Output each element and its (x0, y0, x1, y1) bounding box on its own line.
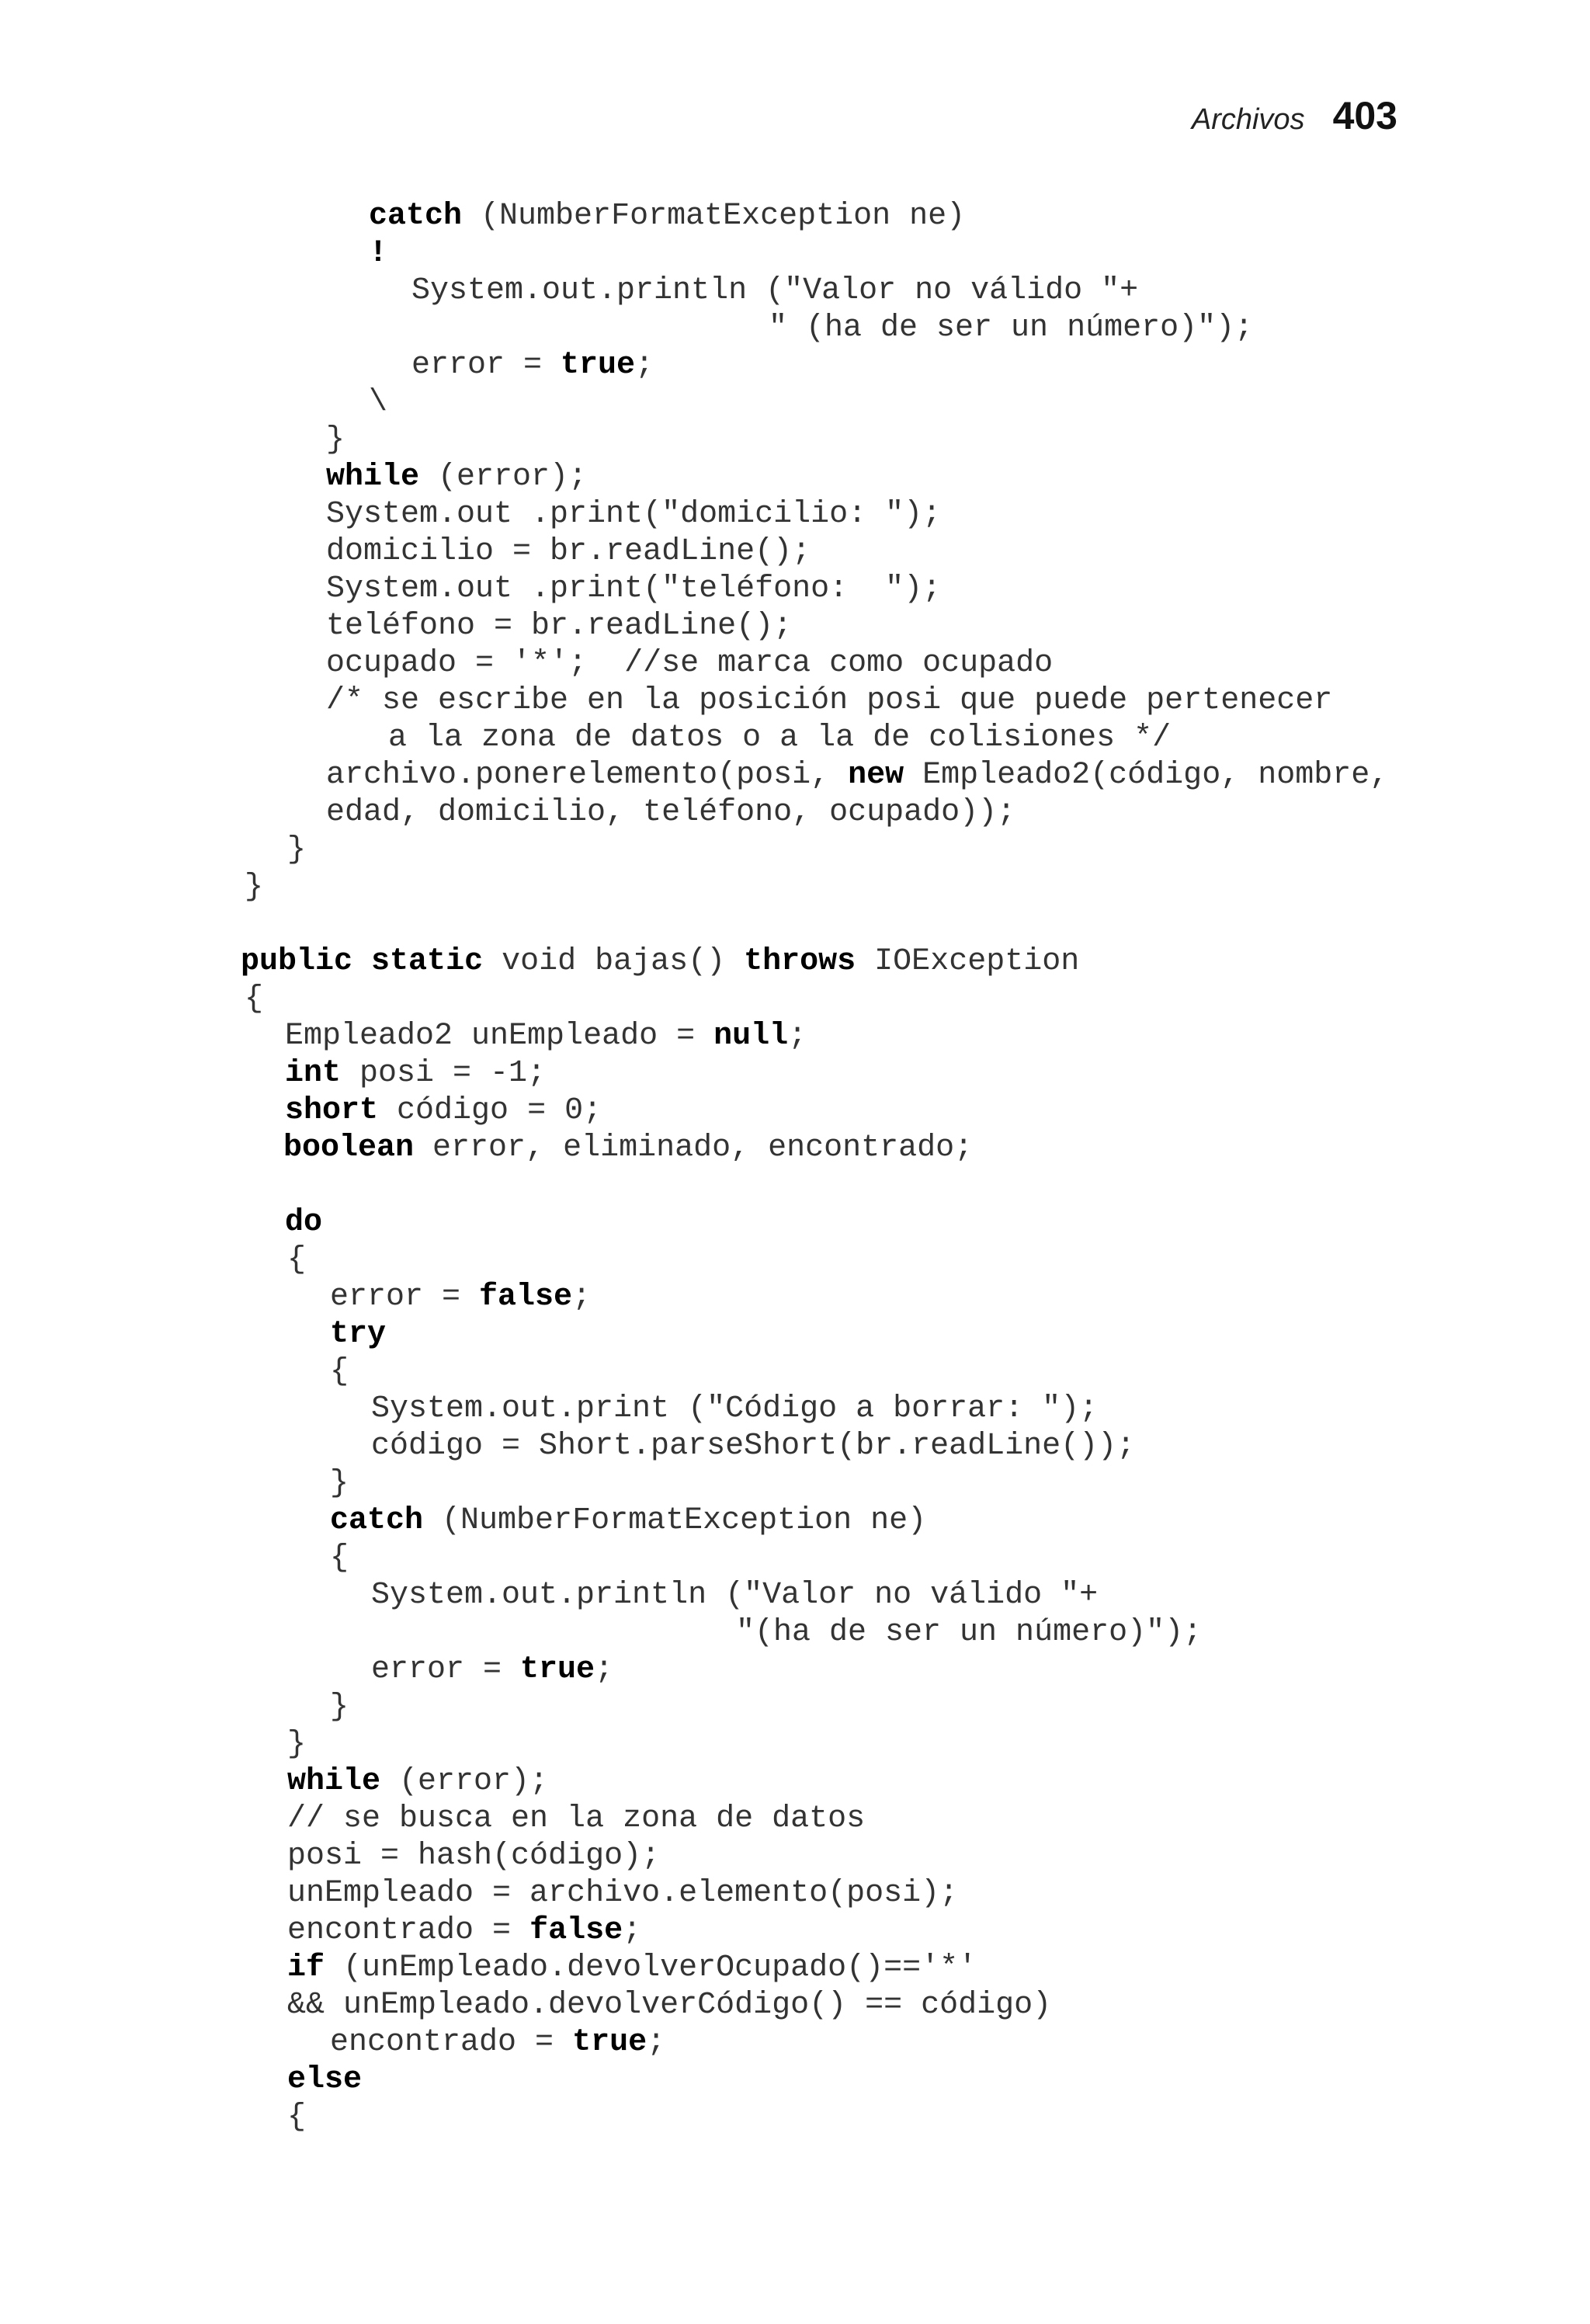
code-line (0, 1540, 1590, 1577)
code-line (0, 1875, 1590, 1912)
code-listing (0, 198, 1590, 2136)
code-text: ; (635, 348, 654, 383)
code-line (0, 1763, 1590, 1801)
code-keyword: if (287, 1951, 325, 1985)
code-line (0, 1391, 1590, 1428)
code-line (0, 906, 1590, 943)
code-line (0, 1614, 1590, 1652)
code-text: posi = hash(código); (287, 1839, 661, 1874)
code-line (0, 608, 1590, 645)
code-line (0, 1316, 1590, 1353)
code-line (0, 422, 1590, 459)
code-text: teléfono = br.readLine(); (326, 609, 793, 644)
code-line (0, 496, 1590, 533)
code-text: } (330, 1466, 349, 1501)
running-head-section: Archivos (1191, 103, 1305, 136)
code-line (0, 1428, 1590, 1465)
code-line (0, 1652, 1590, 1689)
code-keyword: catch (330, 1503, 424, 1538)
code-text (352, 944, 371, 979)
code-line (0, 683, 1590, 720)
code-text: { (245, 981, 264, 1016)
code-text: System.out.print ("Código a borrar: "); (371, 1391, 1099, 1426)
code-keyword: true (561, 348, 636, 383)
code-keyword: true (520, 1652, 595, 1687)
code-line (0, 1018, 1590, 1055)
code-line (0, 757, 1590, 794)
code-text: error = (371, 1652, 521, 1687)
code-text: Empleado2 unEmpleado = (285, 1019, 714, 1054)
code-line (0, 1242, 1590, 1279)
code-line (0, 1838, 1590, 1875)
code-keyword: null (713, 1019, 789, 1054)
code-text: encontrado = (287, 1913, 530, 1948)
code-text: { (287, 2100, 307, 2135)
code-keyword: false (529, 1913, 623, 1948)
code-line (0, 2024, 1590, 2062)
code-text: error = (330, 1280, 480, 1315)
code-line (0, 235, 1590, 273)
code-line (0, 832, 1590, 869)
code-line (0, 794, 1590, 832)
code-keyword: int (285, 1056, 342, 1091)
code-line (0, 1465, 1590, 1502)
code-text: } (326, 422, 345, 457)
code-keyword: new (848, 758, 904, 793)
code-text: encontrado = (330, 2025, 573, 2060)
code-line (0, 1167, 1590, 1204)
code-text: { (330, 1541, 349, 1575)
code-keyword: throws (744, 944, 856, 979)
code-line (0, 347, 1590, 384)
code-text: archivo.ponerelemento(posi, (326, 758, 849, 793)
code-keyword: catch (369, 199, 463, 234)
page-header (1192, 93, 1397, 138)
code-line (0, 1204, 1590, 1242)
code-keyword: else (287, 2062, 363, 2097)
code-text: " (ha de ser un número)"); (769, 311, 1254, 346)
code-text: domicilio = br.readLine(); (326, 534, 811, 569)
code-text: && unEmpleado.devolverCódigo() == código) (287, 1988, 1052, 2023)
code-text: ; (788, 1019, 807, 1054)
code-text: unEmpleado = archivo.elemento(posi); (287, 1876, 959, 1911)
code-line (0, 2099, 1590, 2136)
code-line (0, 198, 1590, 235)
code-text: } (245, 870, 264, 905)
code-keyword: static (371, 944, 484, 979)
code-line (0, 943, 1590, 981)
code-text: posi = -1; (341, 1056, 547, 1091)
code-text: System.out .print("teléfono: "); (326, 571, 942, 606)
code-text: (error); (380, 1764, 549, 1799)
code-text: error, eliminado, encontrado; (414, 1131, 974, 1165)
code-text: System.out.println ("Valor no válido "+ (411, 273, 1139, 308)
code-text: a la zona de datos o a la de colisiones */ (388, 721, 1172, 756)
code-line (0, 533, 1590, 571)
code-text: Empleado2(código, nombre, (904, 758, 1389, 793)
code-keyword: while (287, 1764, 381, 1799)
code-text: (error); (419, 460, 588, 495)
code-line (0, 1093, 1590, 1130)
code-text: System.out .print("domicilio: "); (326, 497, 942, 532)
code-text: } (330, 1690, 349, 1725)
code-text: (unEmpleado.devolverOcupado()=='*' (325, 1951, 977, 1985)
code-text: edad, domicilio, teléfono, ocupado)); (326, 795, 1016, 830)
code-line (0, 310, 1590, 347)
code-text: (NumberFormatException ne) (462, 199, 966, 234)
code-line (0, 1726, 1590, 1763)
code-text: } (287, 1727, 307, 1762)
code-line (0, 1577, 1590, 1614)
code-text: } (287, 832, 307, 867)
code-text: (NumberFormatException ne) (423, 1503, 927, 1538)
code-text: { (330, 1354, 349, 1389)
code-keyword: while (326, 460, 420, 495)
code-text: ; (595, 1652, 614, 1687)
code-text: // se busca en la zona de datos (287, 1801, 866, 1836)
code-line (0, 384, 1590, 422)
code-text: error = (411, 348, 561, 383)
code-keyword: boolean (283, 1131, 415, 1165)
code-keyword: public (241, 944, 353, 979)
code-line (0, 1689, 1590, 1726)
code-text: ; (647, 2025, 666, 2060)
code-line (0, 459, 1590, 496)
code-line (0, 2062, 1590, 2099)
code-line (0, 571, 1590, 608)
code-keyword: ! (369, 236, 388, 271)
code-line (0, 1130, 1590, 1167)
code-line (0, 1502, 1590, 1540)
code-keyword: short (285, 1093, 379, 1128)
code-line (0, 1912, 1590, 1950)
code-line (0, 645, 1590, 683)
code-text: { (287, 1242, 307, 1277)
code-text: ; (623, 1913, 642, 1948)
code-text: IOException (856, 944, 1080, 979)
code-keyword: false (479, 1280, 573, 1315)
code-keyword: do (285, 1205, 323, 1240)
code-text: \ (369, 385, 388, 420)
code-line (0, 1055, 1590, 1093)
code-line (0, 1950, 1590, 1987)
code-text: ocupado = '*'; //se marca como ocupado (326, 646, 1054, 681)
code-line (0, 1279, 1590, 1316)
code-line (0, 1987, 1590, 2024)
code-keyword: try (330, 1317, 387, 1352)
code-line (0, 720, 1590, 757)
code-text: ; (572, 1280, 592, 1315)
code-text: /* se escribe en la posición posi que puede pertenecer (326, 683, 1333, 718)
code-text: void bajas() (483, 944, 745, 979)
code-text: código = Short.parseShort(br.readLine()); (371, 1429, 1136, 1464)
code-line (0, 1353, 1590, 1391)
code-text: System.out.println ("Valor no válido "+ (371, 1578, 1099, 1613)
code-line (0, 981, 1590, 1018)
code-text: "(ha de ser un número)"); (736, 1615, 1203, 1650)
code-keyword: true (572, 2025, 647, 2060)
code-text: código = 0; (378, 1093, 602, 1128)
code-line (0, 1801, 1590, 1838)
page-number: 403 (1332, 94, 1397, 137)
code-line (0, 273, 1590, 310)
code-line (0, 869, 1590, 906)
